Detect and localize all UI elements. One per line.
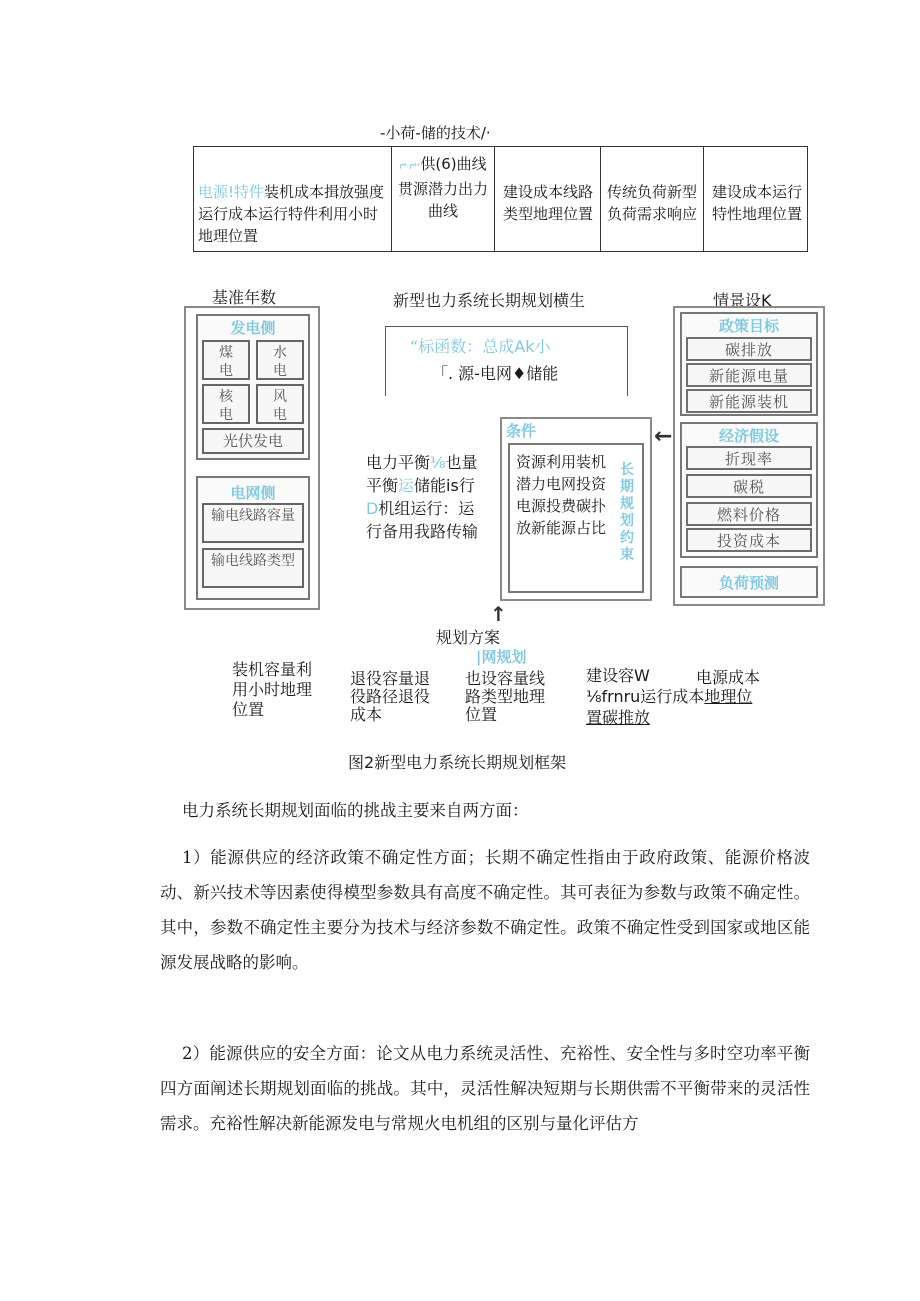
cell-prefix: 𝘳ᵃ·𝘳ᵃᵛ (399, 162, 421, 172)
line-type: 输电线路类型 (202, 548, 304, 588)
table-cell-storage: 建设成本运行特性地理位置 (711, 183, 802, 223)
output-storage-line2: ⅛frnru (586, 687, 641, 706)
line-capacity: 输电线路容量 (202, 503, 304, 543)
economic-carbon-tax: 碳税 (686, 474, 812, 498)
balance-text (366, 451, 484, 543)
constraint-label: 长期规划约束 (620, 462, 634, 563)
output-grid: 也设容量线路类型地理位置 (465, 669, 546, 724)
economic-fuel-price: 燃料价格 (686, 502, 812, 526)
conditions-title: 条件 (506, 422, 537, 440)
objective-text: “标函数：总成Ak小 (410, 337, 551, 356)
balance-g: D (366, 499, 379, 518)
balance-b: ⅛ (430, 453, 446, 472)
policy-renewable-capacity: 新能源装机 (686, 389, 812, 413)
output-source-location: 地理位 (704, 687, 753, 706)
table-cell-load: 传统负荷新型负荷需求响应 (606, 183, 697, 223)
cell-text: 装机成本揖放强度运行成本运行特件利用小时地理位置 (198, 183, 385, 245)
grid-plan-label: |网规划 (476, 648, 527, 666)
cell-prefix: 电源!特件 (198, 183, 265, 201)
output-storage-line3: 运行成本 (640, 687, 705, 706)
output-source-cost: 电源成本 (696, 668, 761, 687)
table-cell-power-source (198, 181, 388, 247)
paragraph-2: 2）能源供应的安全方面：论文从电力系统灵活性、充裕性、安全性与多时空功率平衡四方面阐述长期规划面临的挑战。其中，灵活性解决短期与长期供需不平衡带来的灵活性需求。充裕性解决新能源发电与常规火电机组的区别与量化评估方 (160, 1044, 810, 1133)
scenario-title: 情景设K (713, 291, 772, 310)
center-title: 新型也力系统长期规划横生 (393, 291, 586, 310)
plan-label: 规划方案 (436, 628, 501, 647)
wind-power: 风电 (256, 384, 304, 424)
policy-title: 政策目标 (718, 317, 779, 335)
objective-line1 (410, 334, 551, 357)
grid-side-title: 电网侧 (230, 484, 276, 502)
balance-e: 储能 (414, 476, 447, 495)
output-storage-line4: 置碳推放 (586, 708, 651, 727)
arrow-up-icon: ↑ (490, 602, 507, 626)
table-title: -小荷-储的技术/· (380, 124, 491, 142)
coal-power: 煤电 (202, 340, 250, 380)
economic-title: 经济假设 (718, 427, 779, 445)
arrow-left-icon: ← (654, 424, 673, 449)
balance-c: 也量平衡 (366, 453, 478, 495)
economic-discount-rate: 折现率 (686, 446, 812, 470)
load-forecast-title: 负荷预测 (718, 574, 779, 592)
balance-d: 运 (398, 476, 415, 495)
balance-a: 电力平衡 (366, 453, 431, 472)
output-generation: 装机容量利用小时地理位置 (232, 660, 313, 719)
policy-carbon: 碳排放 (686, 337, 812, 361)
economic-investment-cost: 投资成本 (686, 528, 812, 552)
intro-paragraph: 电力系统长期规划面临的挑战主要来自两方面： (182, 801, 529, 820)
conditions-text: 资源利用装机潜力电网投资电源投费碳扑放新能源占比 (516, 453, 607, 537)
output-retirement: 退役容量退役路径退役成本 (350, 669, 431, 724)
generation-side-title: 发电侧 (230, 319, 276, 337)
solar-power: 光伏发电 (202, 428, 304, 454)
table-cell-resource-curve (395, 153, 491, 222)
figure-caption: 图2新型电力系统长期规划框架 (348, 753, 567, 772)
table-cell-grid: 建设成本线路类型地理位置 (502, 183, 593, 223)
policy-renewable-energy: 新能源电量 (686, 363, 812, 387)
baseline-title: 基准年数 (212, 288, 277, 307)
objective-line2: 「. 源-电网♦储能 (432, 364, 559, 383)
nuclear-power: 核电 (202, 384, 250, 424)
balance-f: is行 (446, 476, 475, 495)
balance-h: 机组运行：运行备用我路传输 (366, 499, 479, 541)
paragraph-1: 1）能源供应的经济政策不确定性方面；长期不确定性指由于政府政策、能源价格波动、新兴技术等因素使得模型参数具有高度不确定性。其可表征为参数与政策不确定性。其中，参数不确定性主要分为技术与经济参数不确定性。政策不确定性受到国家或地区能源发展战略的影响。 (160, 848, 810, 972)
cell-text: 供(6)曲线贯源潜力出力曲线 (397, 155, 488, 220)
output-storage-line1: 建设容W (586, 666, 650, 685)
hydro-power: 水电 (256, 340, 304, 380)
tech-table (193, 146, 808, 252)
